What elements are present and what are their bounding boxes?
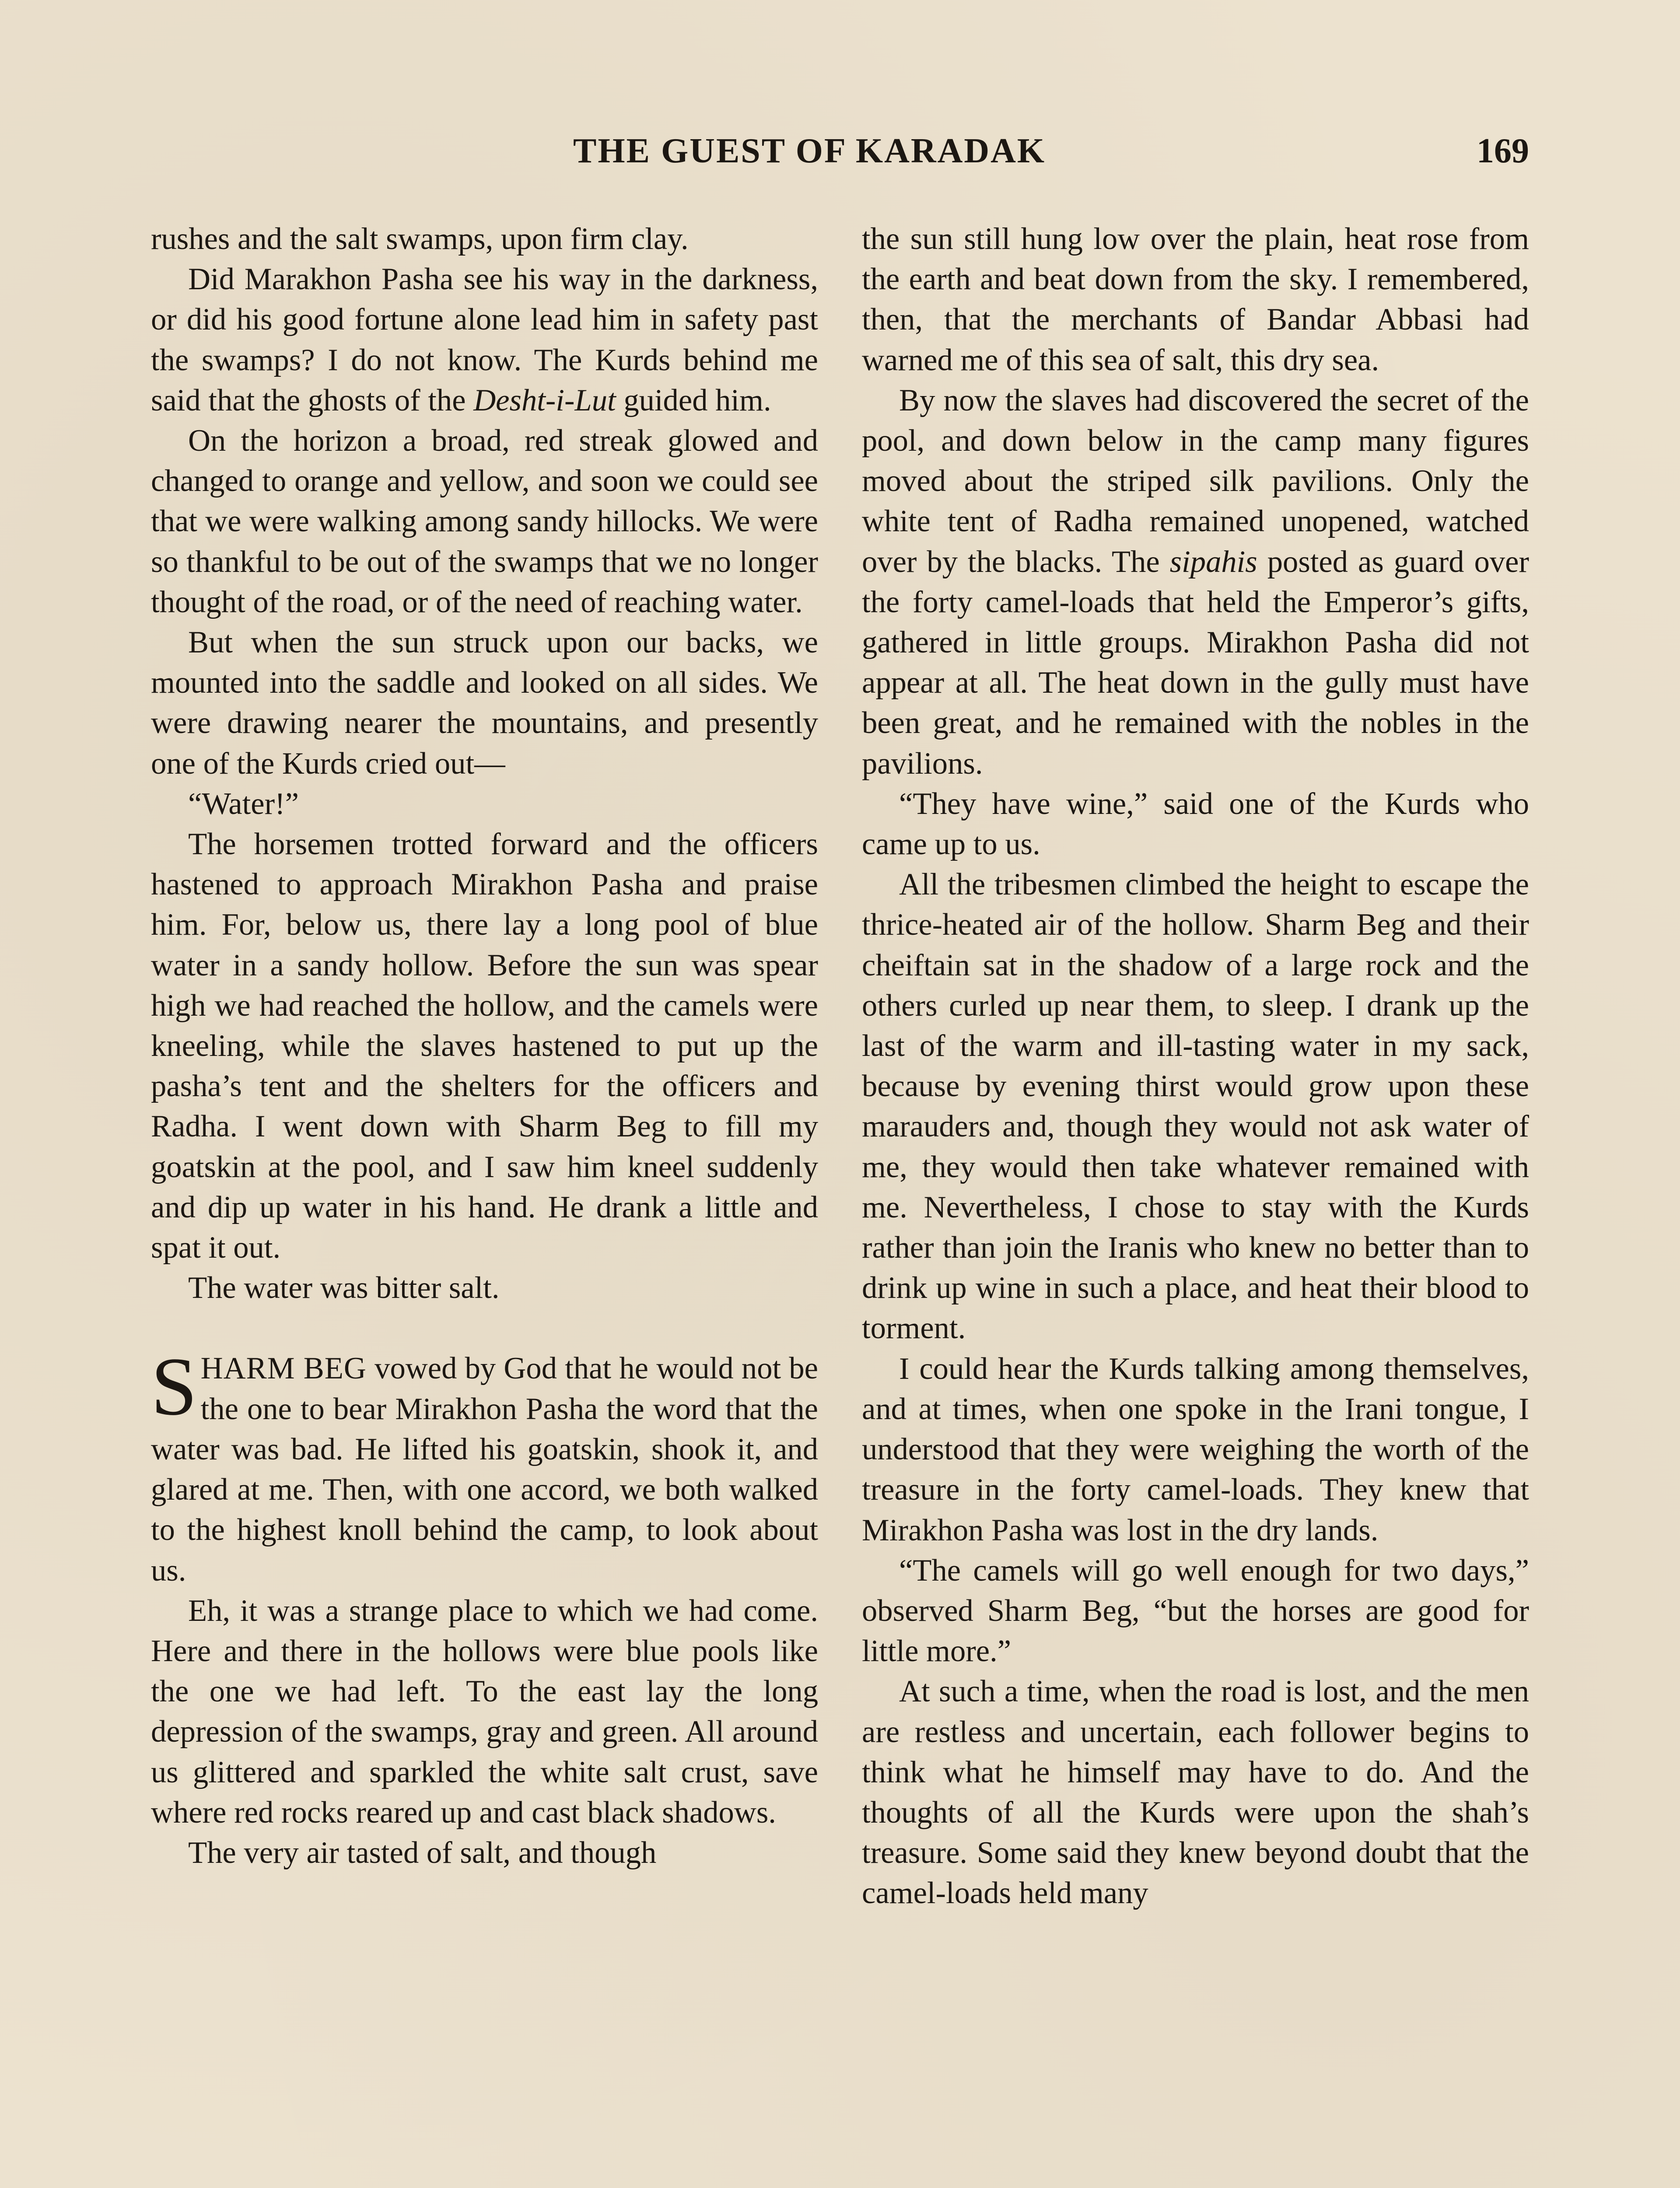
drop-cap: S xyxy=(151,1341,197,1433)
running-head-title: THE GUEST OF KARADAK xyxy=(573,132,1046,170)
italic-term: sipahis xyxy=(1169,544,1257,579)
paragraph: I could hear the Kurds talking among themselves, and at times, when one spoke in the Irani tongue, I understood that they were weighing the worth of the treasure in the forty camel-loads. They knew that Mirakhon Pasha was lost in the dry lands. xyxy=(862,1351,1529,1547)
left-column xyxy=(151,219,818,1873)
paragraph: On the horizon a broad, red streak glowed and changed to orange and yellow, and soon we could see that we were walking among sandy hillocks. We were so thankful to be out of the swamps that we no longer thought of the road, or of the need of reaching water. xyxy=(151,424,818,619)
paragraph: the sun still hung low over the plain, heat rose from the earth and beat down from the sky. I remembered, then, that the merchants of Bandar Abbasi had warned me of this sea of salt, this dry sea. xyxy=(862,222,1529,377)
paragraph: “The camels will go well enough for two days,” observed Sharm Beg, “but the horses are good for little more.” xyxy=(862,1553,1529,1669)
small-caps-lead: HARM BEG xyxy=(200,1351,367,1386)
italic-term: Desht-i-Lut xyxy=(473,383,616,417)
paragraph: All the tribesmen climbed the height to escape the thrice-heated air of the hollow. Sharm Beg and their cheiftain sat in the shadow of a large rock and the others curled up near them, to sleep. I drank up the last of the warm and ill-tasting water in my sack, because by evening thirst would grow upon these marauders and, though they would not ask water of me, they would then take whatever remained with me. Nevertheless, I chose to stay with the Kurds rather than join the Iranis who knew no better than to drink up wine in such a place, and heat their blood to torment. xyxy=(862,867,1529,1346)
paragraph: Eh, it was a strange place to which we had come. Here and there in the hollows were blue pools like the one we had left. To the east lay the long depression of the swamps, gray and green. All around us glittered and sparkled the white salt crust, save where red rocks reared up and cast black shadows. xyxy=(151,1593,818,1830)
paragraph: The water was bitter salt. xyxy=(188,1271,500,1305)
paragraph: By now the slaves had discovered the secret of the pool, and down below in the camp many figures moved about the striped silk pavilions. Only the white tent of Radha remained unopened, watched over by the blacks. The sipahis posted as guard over the forty camel-loads that held the Emperor’s gifts, gathered in little groups. Mirakhon Pasha did not appear at all. The heat down in the gully must have been great, and he remained with the nobles in the pavilions. xyxy=(862,383,1530,781)
paragraph: The very air tasted of salt, and though xyxy=(188,1835,657,1870)
page-number: 169 xyxy=(1477,132,1529,170)
paragraph: “Water!” xyxy=(188,786,299,821)
paragraph: At such a time, when the road is lost, and the men are restless and uncertain, each follower begins to think what he himself may have to do. And the thoughts of all the Kurds were upon the shah’s treasure. Some said they knew beyond doubt that the camel-loads held many xyxy=(862,1674,1529,1911)
paragraph: But when the sun struck upon our backs, we mounted into the saddle and looked on all sides. We were drawing nearer the mountains, and presently one of the Kurds cried out— xyxy=(151,625,818,781)
paragraph: The horsemen trotted forward and the officers hastened to approach Mirakhon Pasha and praise him. For, below us, there lay a long pool of blue water in a sandy hollow. Before the sun was spear high we had reached the hollow, and the camels were kneeling, while the slaves hastened to put up the pasha’s tent and the shelters for the officers and Radha. I went down with Sharm Beg to fill my goatskin at the pool, and I saw him kneel suddenly and dip up water in his hand. He drank a little and spat it out. xyxy=(151,827,818,1265)
section-start-paragraph: SHARM BEG vowed by God that he would not be the one to bear Mirakhon Pasha the word that the water was bad. He lifted his goatskin, shook it, and glared at me. Then, with one accord, we both walked to the highest knoll behind the camp, to look about us. xyxy=(151,1341,818,1588)
right-column xyxy=(862,219,1529,1914)
paragraph: rushes and the salt swamps, upon firm clay. xyxy=(151,222,689,256)
paragraph: Did Marakhon Pasha see his way in the darkness, or did his good fortune alone lead him in safety past the swamps? I do not know. The Kurds behind me said that the ghosts of the Desht-i-Lut guided him. xyxy=(151,262,818,417)
paragraph: “They have wine,” said one of the Kurds who came up to us. xyxy=(862,786,1529,862)
